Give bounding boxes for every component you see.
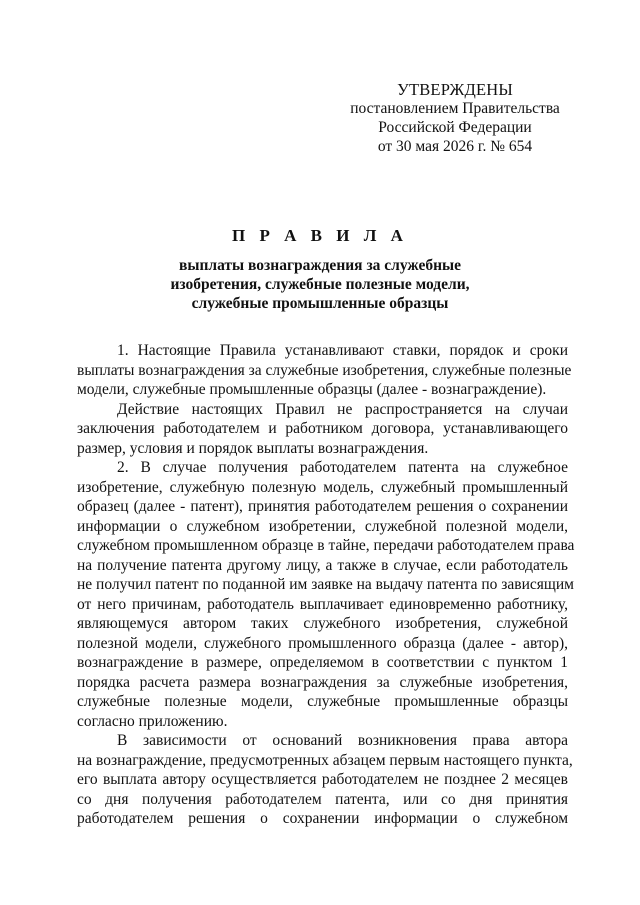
approval-title: УТВЕРЖДЕНЫ bbox=[397, 80, 513, 99]
body-line: информации о служебном изобретении, служебной полезной модели, bbox=[77, 517, 568, 535]
body-line: заключения работодателем и работником договора, устанавливающего bbox=[77, 420, 568, 437]
body-line: служебном промышленном образце в тайне, передачи работодателем права bbox=[77, 537, 575, 554]
body-line: порядка расчета размера вознаграждения за служебные изобретения, bbox=[77, 673, 568, 691]
body-line: вознаграждение в размере, определяемом в соответствии с пунктом 1 bbox=[77, 654, 568, 671]
body-line: 1. Настоящие Правила устанавливают ставки, порядок и сроки bbox=[117, 342, 568, 359]
body-line: образец (далее - патент), принятия работодателем решения о сохранении bbox=[77, 498, 568, 515]
body-line: модели, служебные промышленные образцы (далее - вознаграждение). bbox=[77, 381, 547, 398]
body-line: 2. В случае получения работодателем патента на служебное bbox=[117, 459, 568, 476]
body-line: согласно приложению. bbox=[77, 712, 228, 730]
body-line: на вознаграждение, предусмотренных абзацем первым настоящего пункта, bbox=[77, 751, 573, 769]
body-line: работодателем решения о сохранении информации о служебном bbox=[77, 810, 568, 827]
document-subtitle-line-1: выплаты вознаграждения за служебные bbox=[178, 257, 461, 274]
body-line: его выплата автору осуществляется работодателем не позднее 2 месяцев bbox=[77, 771, 568, 788]
body-line: полезной модели, служебного промышленного образца (далее - автор), bbox=[77, 634, 568, 652]
approval-block bbox=[340, 80, 570, 156]
document-subtitle-line-3: служебные промышленные образцы bbox=[191, 295, 449, 312]
body-line: являющемуся автором таких служебного изобретения, служебной bbox=[77, 615, 568, 632]
document-subtitle-line-2: изобретения, служебные полезные модели, bbox=[170, 276, 470, 293]
body-line: служебные полезные модели, служебные промышленные образцы bbox=[77, 693, 568, 710]
document-heading bbox=[0, 226, 640, 313]
body-line: Действие настоящих Правил не распространяется на случаи bbox=[117, 400, 568, 418]
body-line: В зависимости от оснований возникновения права автора bbox=[117, 732, 568, 749]
body-line: размер, условия и порядок выплаты вознаграждения. bbox=[77, 439, 429, 457]
approval-line-2: Российской Федерации bbox=[378, 119, 532, 136]
document-title: П Р А В И Л А bbox=[232, 226, 408, 245]
body-line: со дня получения работодателем патента, или со дня принятия bbox=[77, 790, 568, 808]
body-line: от него причинам, работодатель выплачивает единовременно работнику, bbox=[77, 595, 568, 613]
body-line: на получение патента другому лицу, а также в случае, если работодатель bbox=[77, 556, 568, 574]
document-body bbox=[77, 341, 575, 829]
approval-line-3: от 30 мая 2026 г. № 654 bbox=[377, 138, 533, 155]
body-line: не получил патент по поданной им заявке на выдачу патента по зависящим bbox=[77, 576, 574, 593]
approval-line-1: постановлением Правительства bbox=[350, 100, 560, 117]
body-line: изобретение, служебную полезную модель, служебный промышленный bbox=[77, 478, 568, 496]
body-line: выплаты вознаграждения за служебные изобретения, служебные полезные bbox=[77, 361, 572, 379]
